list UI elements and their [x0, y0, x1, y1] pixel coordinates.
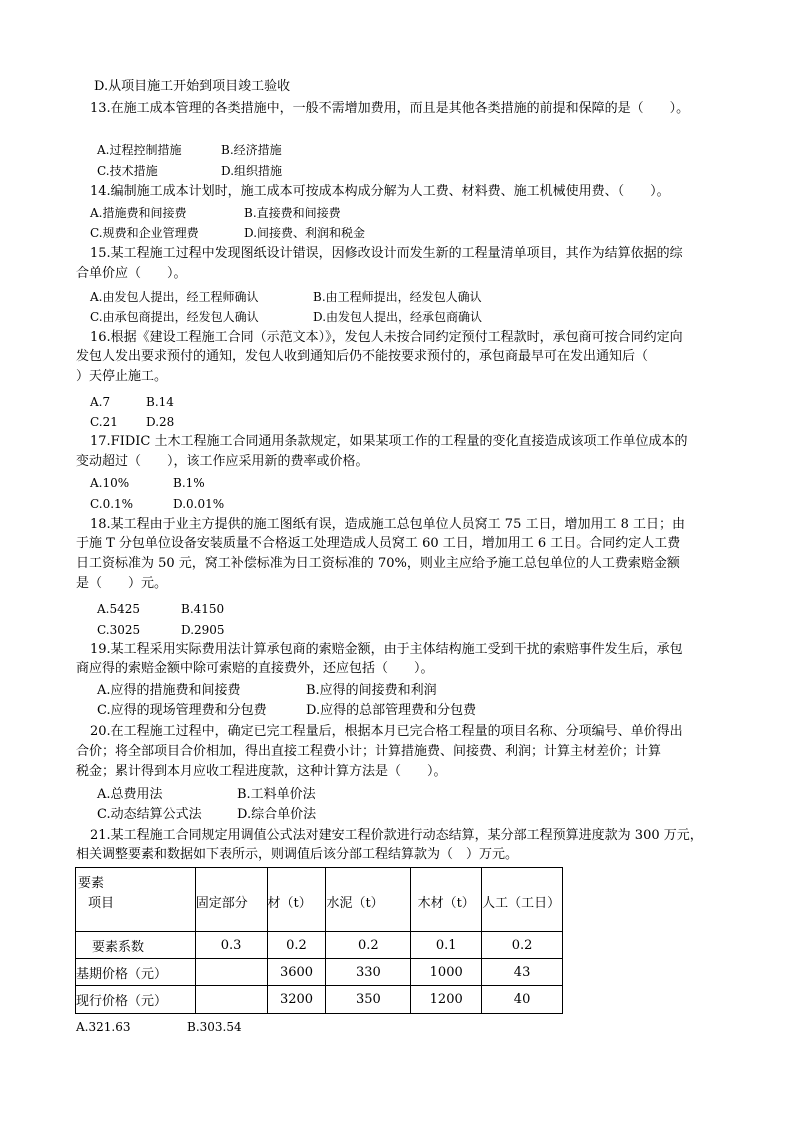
row-label: 现行价格（元）: [76, 986, 196, 1014]
question-20-stem-cont: 合价；将全部项目合价相加，得出直接工程费小计；计算措施费、间接费、利润；计算主材差价；计算: [76, 744, 662, 759]
option-c: C.技术措施: [97, 164, 158, 178]
question-17-stem: 17.FIDIC 土木工程施工合同通用条款规定，如果某项工作的工程量的变化直接造成该项工作单位成本的: [90, 434, 688, 449]
question-13-stem: 13.在施工成本管理的各类措施中，一般不需增加费用，而且是其他各类措施的前提和保障的是（ ）。: [90, 101, 690, 116]
table-corner-cell: [76, 868, 196, 932]
question-18-stem-cont: 于施 T 分包单位设备安装质量不合格返工处理造成人员窝工 60 工日，增加用工 6 工日。合同约定人工费: [76, 536, 681, 551]
option-d: D.从项目施工开始到项目竣工验收: [94, 79, 291, 94]
table-cell: 0.3: [195, 932, 267, 959]
table-cell: [195, 986, 267, 1014]
option-d: D.组织措施: [221, 164, 283, 178]
question-19-stem: 19.某工程采用实际费用法计算承包商的索赔金额，由于主体结构施工受到干扰的索赔事件发生后，承包: [90, 642, 683, 657]
option-c: C.应得的现场管理费和分包费: [97, 703, 267, 718]
row-label: 要素系数: [76, 932, 196, 959]
option-a: A.由发包人提出，经工程师确认: [90, 290, 259, 304]
question-16-stem: 16.根据《建设工程施工合同（示范文本）》，发包人未按合同约定预付工程款时，承包商可按合同约定向: [90, 330, 683, 345]
option-a: A.总费用法: [97, 787, 163, 802]
row-label: 基期价格（元）: [76, 959, 196, 986]
table-header-cell: 水泥（t）: [326, 868, 411, 932]
table-cell: 40: [482, 986, 563, 1014]
option-d: D.综合单价法: [237, 807, 317, 822]
table-cell: 0.1: [411, 932, 482, 959]
option-d: D.28: [146, 415, 175, 429]
option-c: C.由承包商提出，经发包人确认: [90, 310, 259, 324]
question-21-stem-cont: 相关调整要素和数据如下表所示，则调值后该分部工程结算款为（ ）万元。: [76, 847, 519, 862]
table-cell: 1200: [411, 986, 482, 1014]
question-20-stem: 20.在工程施工过程中，确定已完工程量后，根据本月已完合格工程量的项目名称、分项编号、单价得出: [90, 724, 683, 739]
table-cell: 330: [326, 959, 411, 986]
option-c: C.规费和企业管理费: [90, 226, 199, 240]
option-b: B.由工程师提出，经发包人确认: [313, 290, 482, 304]
table-cell: 1000: [411, 959, 482, 986]
option-d: D.应得的总部管理费和分包费: [306, 703, 477, 718]
table-cell: 0.2: [482, 932, 563, 959]
table-cell: 3200: [267, 986, 326, 1014]
table-cell: 350: [326, 986, 411, 1014]
question-19-stem-cont: 商应得的索赔金额中除可索赔的直接费外，还应包括（ ）。: [76, 661, 434, 676]
table-cell: 43: [482, 959, 563, 986]
table-cell: 3600: [267, 959, 326, 986]
option-b: B.应得的间接费和利润: [306, 683, 437, 698]
question-18-stem-cont3: 是（ ）元。: [76, 576, 168, 591]
option-c: C.0.1%: [90, 497, 134, 511]
table-row: [76, 959, 563, 986]
table-header-row: [76, 868, 563, 932]
table-header-cell: 人工（工日）: [482, 868, 563, 932]
option-b: B.303.54: [187, 1020, 242, 1034]
question-15-stem: 15.某工程施工过程中发现图纸设计错误，因修改设计而发生新的工程量清单项目，其作为结算依据的综: [90, 246, 683, 261]
option-c: C.3025: [97, 623, 141, 637]
table-cell: 0.2: [326, 932, 411, 959]
option-c: C.动态结算公式法: [97, 807, 202, 822]
option-d: D.间接费、利润和税金: [244, 226, 366, 240]
table-header-cell: 木材（t）: [411, 868, 482, 932]
question-18-stem-cont2: 日工资标准为 50 元，窝工补偿标准为日工资标准的 70%，则业主应给予施工总包单位的人工费索赔金额: [76, 556, 680, 571]
option-b: B.工料单价法: [237, 787, 316, 802]
option-a: A.321.63: [76, 1020, 131, 1034]
option-b: B.1%: [173, 476, 205, 490]
table-row: [76, 986, 563, 1014]
question-16-stem-cont2: ）天停止施工。: [76, 369, 168, 384]
option-a: A.过程控制措施: [97, 143, 182, 157]
option-a: A.10%: [90, 476, 130, 490]
question-18-stem: 18.某工程由于业主方提供的施工图纸有误，造成施工总包单位人员窝工 75 工日，增加用工 8 工日；由: [90, 517, 686, 532]
option-b: B.14: [146, 395, 174, 409]
option-b: B.4150: [181, 602, 225, 616]
option-b: B.经济措施: [221, 143, 282, 157]
option-a: A.5425: [97, 602, 141, 616]
question-15-stem-cont: 合单价应（ ）。: [76, 266, 187, 281]
question-21-stem: 21.某工程施工合同规定用调值公式法对建安工程价款进行动态结算，某分部工程预算进度款为 300 万元，: [90, 828, 703, 843]
option-b: B.直接费和间接费: [244, 206, 341, 220]
option-d: D.0.01%: [173, 497, 225, 511]
table-header-cell: 材（t）: [267, 868, 326, 932]
option-a: A.7: [90, 395, 111, 409]
adjustment-factors-table: [75, 867, 563, 1014]
question-17-stem-cont: 变动超过（ ），该工作应采用新的费率或价格。: [76, 454, 369, 469]
corner-label-top: 要素: [78, 875, 105, 891]
table-row: [76, 932, 563, 959]
table-header-cell: 固定部分: [195, 868, 267, 932]
question-16-stem-cont: 发包人发出要求预付的通知，发包人收到通知后仍不能按要求预付的，承包商最早可在发出通知后（: [76, 349, 649, 364]
option-c: C.21: [90, 415, 118, 429]
corner-label-bottom: 项目: [88, 895, 115, 911]
option-d: D.2905: [181, 623, 225, 637]
option-a: A.应得的措施费和间接费: [97, 683, 241, 698]
option-a: A.措施费和间接费: [90, 206, 187, 220]
table-cell: [195, 959, 267, 986]
question-20-stem-cont2: 税金；累计得到本月应收工程进度款，这种计算方法是（ ）。: [76, 764, 447, 779]
option-d: D.由发包人提出，经承包商确认: [313, 310, 483, 324]
table-cell: 0.2: [267, 932, 326, 959]
question-14-stem: 14.编制施工成本计划时，施工成本可按成本构成分解为人工费、材料费、施工机械使用费、（ ）。: [90, 184, 670, 199]
